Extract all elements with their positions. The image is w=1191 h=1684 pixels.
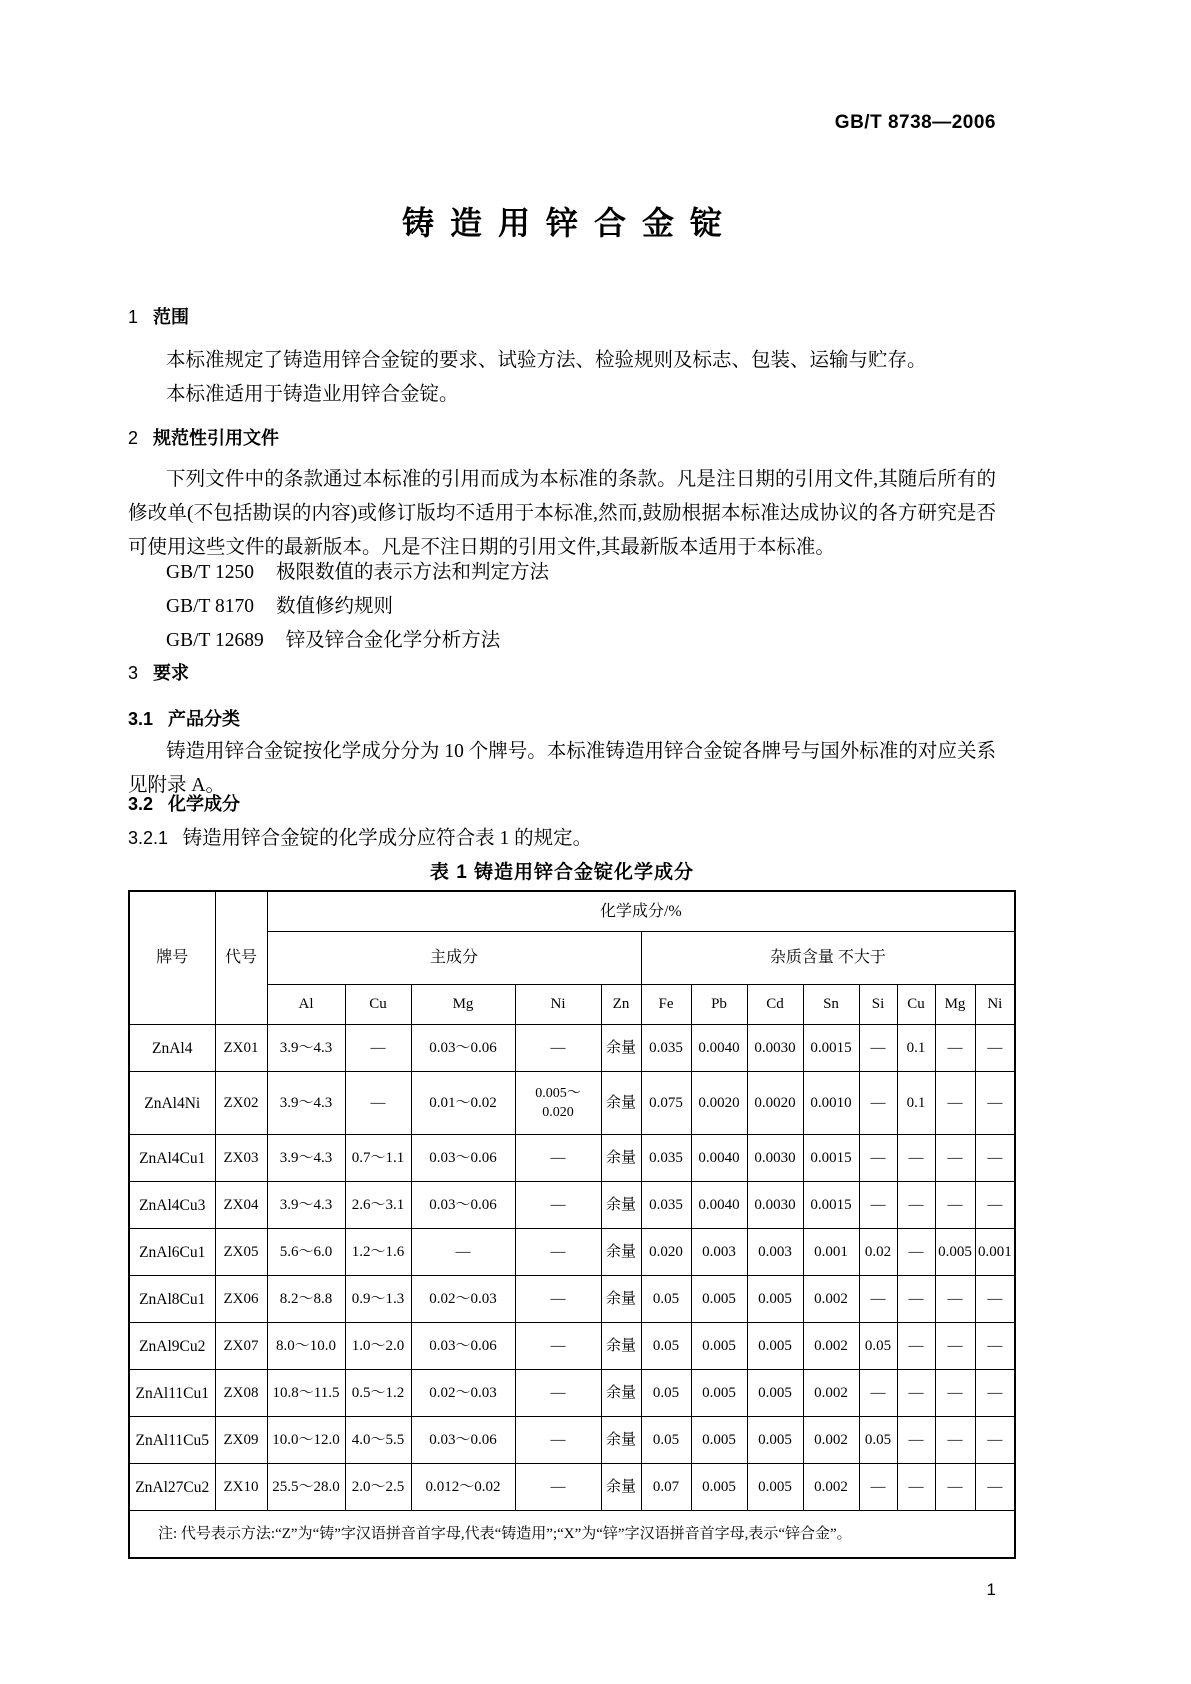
- cell-impurity-0: 0.075: [641, 1072, 691, 1135]
- cell-main-3: —: [515, 1229, 601, 1276]
- table-caption: 表 1 铸造用锌合金锭化学成分: [429, 862, 695, 883]
- cell-main-0: 3.9～4.3: [267, 1072, 345, 1135]
- section-text: 铸造用锌合金锭的化学成分应符合表 1 的规定。: [182, 828, 593, 849]
- cell-impurity-7: —: [975, 1417, 1015, 1464]
- cell-main-4: 余量: [601, 1135, 641, 1182]
- cell-impurity-2: 0.005: [747, 1323, 803, 1370]
- section-2-paragraph-1: 下列文件中的条款通过本标准的引用而成为本标准的条款。凡是注日期的引用文件,其随后所有的修改单(不包括勘误的内容)或修订版均不适用于本标准,然而,鼓励根据本标准达成协议的各方研究是否可使用这些文件的最新版本。凡是不注日期的引用文件,其最新版本适用于本标准。: [128, 469, 996, 558]
- table-note-row: [129, 1511, 1015, 1559]
- cell-impurity-2: 0.0030: [747, 1182, 803, 1229]
- cell-brand: ZnAl11Cu1: [129, 1370, 215, 1417]
- cell-main-4: 余量: [601, 1417, 641, 1464]
- cell-impurity-2: 0.005: [747, 1276, 803, 1323]
- cell-code: ZX06: [215, 1276, 267, 1323]
- cell-main-2: —: [411, 1229, 515, 1276]
- section-heading-3: [128, 659, 189, 685]
- cell-impurity-4: 0.02: [859, 1229, 897, 1276]
- page-title: 铸造用锌合金锭: [401, 205, 738, 241]
- cell-impurity-6: —: [935, 1025, 975, 1072]
- cell-impurity-3: 0.002: [803, 1370, 859, 1417]
- cell-impurity-3: 0.001: [803, 1229, 859, 1276]
- section-number: 3: [128, 663, 139, 683]
- cell-impurity-7: —: [975, 1182, 1015, 1229]
- reference-name: 锌及锌合金化学分析方法: [285, 630, 501, 651]
- cell-main-2: 0.02～0.03: [411, 1276, 515, 1323]
- table-row: [129, 1229, 1015, 1276]
- table-header-impurity-mg: Mg: [935, 985, 975, 1025]
- cell-impurity-1: 0.0040: [691, 1135, 747, 1182]
- table-header-impurity-sn: Sn: [803, 985, 859, 1025]
- reference-item-1: [128, 556, 549, 590]
- cell-brand: ZnAl4Cu3: [129, 1182, 215, 1229]
- cell-impurity-5: —: [897, 1464, 935, 1511]
- table-note: 注: 代号表示方法:“Z”为“铸”字汉语拼音首字母,代表“铸造用”;“X”为“锌”字汉语拼音首字母,表示“锌合金”。: [129, 1511, 1015, 1559]
- table-header-impurity-cd: Cd: [747, 985, 803, 1025]
- cell-main-1: 0.5～1.2: [345, 1370, 411, 1417]
- header-label: 杂质含量 不大于: [769, 949, 886, 966]
- table-row: [129, 1135, 1015, 1182]
- table-header-element-al: Al: [267, 985, 345, 1025]
- cell-main-0: 8.2～8.8: [267, 1276, 345, 1323]
- table-header-impurity-ni: Ni: [975, 985, 1015, 1025]
- header-label: 牌号: [156, 949, 189, 966]
- cell-brand: ZnAl6Cu1: [129, 1229, 215, 1276]
- cell-main-4: 余量: [601, 1276, 641, 1323]
- cell-main-2: 0.03～0.06: [411, 1135, 515, 1182]
- cell-impurity-0: 0.05: [641, 1323, 691, 1370]
- section-heading-3-1: [128, 705, 240, 731]
- cell-impurity-4: 0.05: [859, 1323, 897, 1370]
- section-number: 3.2.1: [128, 828, 169, 848]
- cell-impurity-7: —: [975, 1135, 1015, 1182]
- cell-main-3: —: [515, 1464, 601, 1511]
- cell-main-1: 4.0～5.5: [345, 1417, 411, 1464]
- cell-main-2: 0.02～0.03: [411, 1370, 515, 1417]
- cell-code: ZX09: [215, 1417, 267, 1464]
- section-number: 3.1: [128, 709, 154, 729]
- section-heading-3-2: [128, 790, 240, 816]
- cell-main-1: 0.7～1.1: [345, 1135, 411, 1182]
- cell-main-3: —: [515, 1135, 601, 1182]
- table-header-element-ni: Ni: [515, 985, 601, 1025]
- cell-impurity-4: —: [859, 1135, 897, 1182]
- cell-main-4: 余量: [601, 1182, 641, 1229]
- cell-impurity-4: —: [859, 1072, 897, 1135]
- cell-code: ZX03: [215, 1135, 267, 1182]
- section-number: 3.2: [128, 794, 154, 814]
- cell-code: ZX04: [215, 1182, 267, 1229]
- cell-main-3: 0.005～ 0.020: [515, 1072, 601, 1135]
- cell-impurity-2: 0.0030: [747, 1135, 803, 1182]
- cell-impurity-7: —: [975, 1323, 1015, 1370]
- section-heading-2: [128, 424, 279, 450]
- cell-code: ZX07: [215, 1323, 267, 1370]
- table-row: [129, 1276, 1015, 1323]
- cell-impurity-6: —: [935, 1323, 975, 1370]
- cell-main-2: 0.012～0.02: [411, 1464, 515, 1511]
- cell-impurity-6: —: [935, 1417, 975, 1464]
- reference-code: GB/T 1250: [166, 562, 254, 583]
- cell-impurity-1: 0.0040: [691, 1182, 747, 1229]
- cell-impurity-5: —: [897, 1323, 935, 1370]
- cell-main-3: —: [515, 1417, 601, 1464]
- cell-impurity-7: —: [975, 1025, 1015, 1072]
- cell-impurity-2: 0.0020: [747, 1072, 803, 1135]
- cell-impurity-3: 0.002: [803, 1323, 859, 1370]
- cell-impurity-6: —: [935, 1370, 975, 1417]
- cell-brand: ZnAl4Cu1: [129, 1135, 215, 1182]
- reference-code: GB/T 8170: [166, 596, 254, 617]
- cell-impurity-3: 0.0015: [803, 1135, 859, 1182]
- cell-impurity-1: 0.005: [691, 1323, 747, 1370]
- cell-impurity-5: —: [897, 1276, 935, 1323]
- cell-impurity-2: 0.0030: [747, 1025, 803, 1072]
- cell-impurity-4: —: [859, 1276, 897, 1323]
- cell-impurity-6: —: [935, 1182, 975, 1229]
- table-header-element-mg: Mg: [411, 985, 515, 1025]
- cell-main-1: —: [345, 1025, 411, 1072]
- cell-main-4: 余量: [601, 1323, 641, 1370]
- cell-code: ZX08: [215, 1370, 267, 1417]
- header-label: 代号: [224, 949, 257, 966]
- cell-main-1: 1.2～1.6: [345, 1229, 411, 1276]
- cell-main-0: 5.6～6.0: [267, 1229, 345, 1276]
- standard-code-header: GB/T 8738—2006: [834, 112, 996, 133]
- cell-main-4: 余量: [601, 1025, 641, 1072]
- cell-main-3: —: [515, 1182, 601, 1229]
- section-heading-1: [128, 303, 189, 329]
- cell-impurity-2: 0.005: [747, 1417, 803, 1464]
- document-page: GB/T 8738—2006 铸造用锌合金锭 1 范围 本标准规定了铸造用锌合金锭的要求、试验方法、检验规则及标志、包装、运输与贮存。 本标准适用于铸造业用锌合金锭。 2 规范性引用文件 下列文件中的条款通过本标准的引用而成为本标准的条款。凡是注日期的引用文件,其随后所有的修改单(不包括勘误的内容)或修订版均不适用于本标准,然而,鼓励根据本标准达成协议的各方研究是否可使用这些文件的最新版本。凡是不注日期的引用文件,其最新版本适用于本标准。 GB/T 1250 极限数值的表示方法和判定方法 GB/T 8170 数值修约规则 GB/T 12689 锌及锌合金化学分析方法 3 要求 3.1 产品分类 铸造用锌合金锭按化学成分分为 10 个牌号。本标准铸造用锌合金锭各牌号与国外标准的对应关系见附录 A。 3.2 化学成分 3.2.1 铸造用锌合金锭的化学成分应符合表 1 的规定。 表 1 铸造用锌合金锭化学成分 牌号 代号 化学成分/% 主成分 杂质含量 不大于 Al Cu Mg Ni Zn Fe Pb Cd Sn Si Cu Mg Ni ZnAl4 ZX01 3.9～4.3 — 0.03～0.06 — 余量 0.035 0.0040 0.0030 0.0015 — 0.1 — — ZnAl4Ni ZX02 3.9～4.3 — 0.01～0.02 0.005～ 0.020 余量 0.075 0.0020 0.0020 0.0010 — 0.1 — — ZnAl4Cu1 ZX03 3.9～4.3 0.7～1.1 0.03～0.06 — 余量 0.035 0.0040 0.0030 0.0015 — — — — ZnAl4Cu3 ZX04 3.9～4.3 2.6～3.1 0.03～0.06 — 余量 0.035 0.0040 0.0030 0.0015 — — — — ZnAl6Cu1 ZX05 5.6～6.0 1.2～1.6 — — 余量 0.020 0.003 0.003 0.001 0.02 — 0.005 0.001 ZnAl8Cu1 ZX06 8.2～8.8 0.9～1.3 0.02～0.03 — 余量 0.05 0.005 0.005 0.002 — — — — ZnAl9Cu2 ZX07 8.0～10.0 1.0～2.0 0.03～0.06 — 余量 0.05 0.005 0.005 0.002 0.05 — — — ZnAl11Cu1 ZX08 10.8～11.5 0.5～1.2 0.02～0.03 — 余量 0.05 0.005 0.005 0.002 — — — — ZnAl11Cu5 ZX09 10.0～12.0 4.0～5.5 0.03～0.06 — 余量 0.05 0.005 0.005 0.002 0.05 — — — ZnAl27Cu2 ZX10 25.5～28.0 2.0～2.5 0.012～0.02 — 余量 0.07 0.005 0.005 0.002 — — — — 注: 代号表示方法:“Z”为“铸”字汉语拼音首字母,代表“铸造用”;“X”为“锌”字汉语拼音首字母,表示“锌合金”。 1: [0, 0, 1191, 1684]
- cell-main-1: 2.0～2.5: [345, 1464, 411, 1511]
- cell-impurity-1: 0.0040: [691, 1025, 747, 1072]
- section-1-paragraph-2: 本标准适用于铸造业用锌合金锭。: [166, 384, 459, 405]
- cell-impurity-7: —: [975, 1370, 1015, 1417]
- cell-impurity-0: 0.035: [641, 1182, 691, 1229]
- table-header-element-zn: Zn: [601, 985, 641, 1025]
- cell-impurity-3: 0.0010: [803, 1072, 859, 1135]
- table-header-group-impurity: [641, 932, 1015, 985]
- cell-brand: ZnAl8Cu1: [129, 1276, 215, 1323]
- cell-brand: ZnAl27Cu2: [129, 1464, 215, 1511]
- cell-main-3: —: [515, 1323, 601, 1370]
- cell-impurity-1: 0.005: [691, 1417, 747, 1464]
- cell-impurity-5: —: [897, 1182, 935, 1229]
- cell-brand: ZnAl9Cu2: [129, 1323, 215, 1370]
- cell-main-2: 0.03～0.06: [411, 1182, 515, 1229]
- cell-impurity-6: 0.005: [935, 1229, 975, 1276]
- cell-impurity-1: 0.003: [691, 1229, 747, 1276]
- cell-main-2: 0.01～0.02: [411, 1072, 515, 1135]
- cell-impurity-0: 0.07: [641, 1464, 691, 1511]
- table-header-element-cu: Cu: [345, 985, 411, 1025]
- section-label: 产品分类: [168, 709, 241, 729]
- table-row: [129, 1025, 1015, 1072]
- cell-main-0: 3.9～4.3: [267, 1025, 345, 1072]
- cell-impurity-0: 0.05: [641, 1276, 691, 1323]
- header-label: 主成分: [429, 949, 478, 966]
- cell-impurity-0: 0.05: [641, 1370, 691, 1417]
- cell-main-0: 25.5～28.0: [267, 1464, 345, 1511]
- table-header-group-main: [267, 932, 641, 985]
- cell-brand: ZnAl4: [129, 1025, 215, 1072]
- cell-impurity-0: 0.035: [641, 1135, 691, 1182]
- section-label: 要求: [153, 663, 190, 683]
- cell-impurity-4: —: [859, 1370, 897, 1417]
- cell-impurity-4: —: [859, 1464, 897, 1511]
- cell-main-2: 0.03～0.06: [411, 1323, 515, 1370]
- cell-impurity-5: —: [897, 1370, 935, 1417]
- cell-impurity-6: —: [935, 1135, 975, 1182]
- cell-code: ZX05: [215, 1229, 267, 1276]
- cell-main-3: —: [515, 1370, 601, 1417]
- cell-impurity-1: 0.005: [691, 1276, 747, 1323]
- cell-code: ZX10: [215, 1464, 267, 1511]
- table-header-group-all: [267, 891, 1015, 932]
- header-label: 化学成分/%: [599, 902, 682, 920]
- cell-main-4: 余量: [601, 1072, 641, 1135]
- table-row: [129, 1072, 1015, 1135]
- cell-impurity-6: —: [935, 1464, 975, 1511]
- cell-impurity-7: —: [975, 1072, 1015, 1135]
- cell-main-1: —: [345, 1072, 411, 1135]
- cell-main-0: 3.9～4.3: [267, 1182, 345, 1229]
- table-header-brand: [129, 891, 215, 1025]
- cell-impurity-2: 0.005: [747, 1464, 803, 1511]
- cell-main-4: 余量: [601, 1464, 641, 1511]
- cell-main-1: 2.6～3.1: [345, 1182, 411, 1229]
- table-header-impurity-fe: Fe: [641, 985, 691, 1025]
- table-row: [129, 1323, 1015, 1370]
- reference-code: GB/T 12689: [166, 630, 264, 651]
- table-row: [129, 1370, 1015, 1417]
- cell-main-3: —: [515, 1025, 601, 1072]
- cell-main-4: 余量: [601, 1370, 641, 1417]
- table-row: [129, 1417, 1015, 1464]
- cell-impurity-3: 0.0015: [803, 1182, 859, 1229]
- cell-code: ZX01: [215, 1025, 267, 1072]
- table-header-impurity-pb: Pb: [691, 985, 747, 1025]
- cell-main-1: 0.9～1.3: [345, 1276, 411, 1323]
- reference-name: 极限数值的表示方法和判定方法: [275, 562, 549, 583]
- section-label: 化学成分: [168, 794, 241, 814]
- cell-impurity-7: —: [975, 1464, 1015, 1511]
- cell-main-0: 10.8～11.5: [267, 1370, 345, 1417]
- cell-main-3: —: [515, 1276, 601, 1323]
- cell-impurity-3: 0.002: [803, 1417, 859, 1464]
- table-header-impurity-si: Si: [859, 985, 897, 1025]
- cell-impurity-2: 0.003: [747, 1229, 803, 1276]
- cell-impurity-7: —: [975, 1276, 1015, 1323]
- cell-main-1: 1.0～2.0: [345, 1323, 411, 1370]
- reference-item-2: [128, 590, 393, 624]
- section-3-1-paragraph: 铸造用锌合金锭按化学成分分为 10 个牌号。本标准铸造用锌合金锭各牌号与国外标准的对应关系见附录 A。: [128, 741, 996, 796]
- cell-impurity-0: 0.05: [641, 1417, 691, 1464]
- cell-impurity-4: —: [859, 1182, 897, 1229]
- cell-impurity-1: 0.0020: [691, 1072, 747, 1135]
- cell-brand: ZnAl4Ni: [129, 1072, 215, 1135]
- cell-impurity-5: —: [897, 1229, 935, 1276]
- cell-impurity-5: —: [897, 1135, 935, 1182]
- cell-impurity-1: 0.005: [691, 1464, 747, 1511]
- section-1-paragraph-1: 本标准规定了铸造用锌合金锭的要求、试验方法、检验规则及标志、包装、运输与贮存。: [166, 350, 927, 371]
- cell-impurity-2: 0.005: [747, 1370, 803, 1417]
- table-header-code: [215, 891, 267, 1025]
- reference-item-3: [128, 624, 500, 658]
- reference-name: 数值修约规则: [275, 596, 393, 617]
- table-header-impurity-cu: Cu: [897, 985, 935, 1025]
- cell-impurity-5: —: [897, 1417, 935, 1464]
- cell-impurity-5: 0.1: [897, 1025, 935, 1072]
- cell-main-4: 余量: [601, 1229, 641, 1276]
- cell-impurity-0: 0.035: [641, 1025, 691, 1072]
- cell-impurity-7: 0.001: [975, 1229, 1015, 1276]
- cell-main-2: 0.03～0.06: [411, 1025, 515, 1072]
- section-label: 规范性引用文件: [153, 428, 280, 448]
- section-label: 范围: [153, 307, 190, 327]
- cell-impurity-4: 0.05: [859, 1417, 897, 1464]
- section-number: 2: [128, 428, 139, 448]
- cell-main-0: 10.0～12.0: [267, 1417, 345, 1464]
- table-row: [129, 1464, 1015, 1511]
- cell-impurity-6: —: [935, 1276, 975, 1323]
- cell-main-0: 3.9～4.3: [267, 1135, 345, 1182]
- cell-impurity-1: 0.005: [691, 1370, 747, 1417]
- cell-code: ZX02: [215, 1072, 267, 1135]
- cell-impurity-3: 0.0015: [803, 1025, 859, 1072]
- cell-impurity-0: 0.020: [641, 1229, 691, 1276]
- chemical-composition-table: [128, 890, 1016, 1559]
- cell-brand: ZnAl11Cu5: [129, 1417, 215, 1464]
- section-number: 1: [128, 307, 139, 327]
- cell-impurity-3: 0.002: [803, 1464, 859, 1511]
- cell-impurity-6: —: [935, 1072, 975, 1135]
- cell-impurity-4: —: [859, 1025, 897, 1072]
- cell-main-2: 0.03～0.06: [411, 1417, 515, 1464]
- section-3-2-1-paragraph: [128, 821, 592, 856]
- cell-impurity-3: 0.002: [803, 1276, 859, 1323]
- cell-main-0: 8.0～10.0: [267, 1323, 345, 1370]
- cell-impurity-5: 0.1: [897, 1072, 935, 1135]
- table-row: [129, 1182, 1015, 1229]
